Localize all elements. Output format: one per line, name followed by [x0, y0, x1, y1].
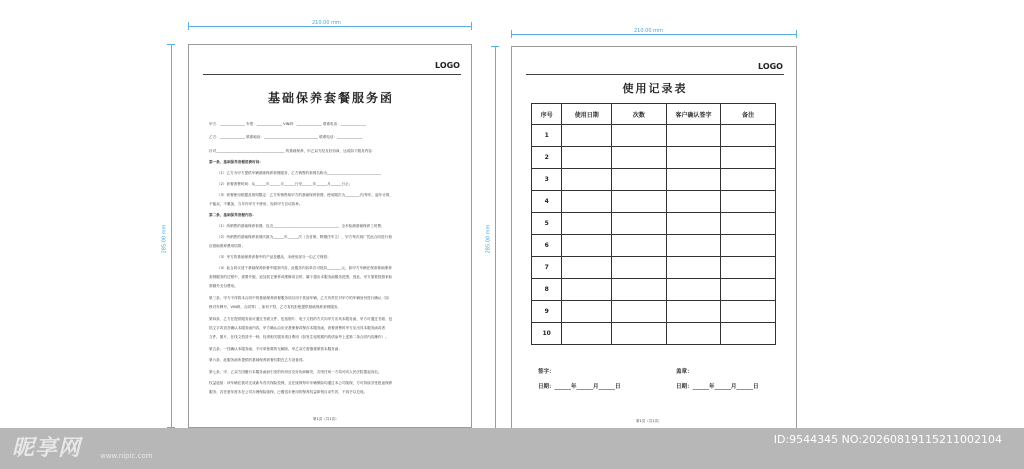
table-cell [612, 147, 667, 169]
table-cell [666, 257, 721, 279]
row-index: 3 [532, 169, 562, 191]
table-cell [562, 147, 612, 169]
table-cell [666, 169, 721, 191]
row-index: 5 [532, 213, 562, 235]
table-cell [562, 301, 612, 323]
table-row [532, 125, 776, 147]
col-header-count: 次数 [612, 104, 667, 125]
col-header-signature: 客户确认签字 [666, 104, 721, 125]
row-index: 6 [532, 235, 562, 257]
row-index: 1 [532, 125, 562, 147]
height-dimension-line-right [495, 46, 496, 430]
letter-line: 乙方：______________ 联系地址：______________________________ 联系电话：______________ [209, 135, 363, 139]
height-dimension-label-right: 285.00 mm [485, 224, 492, 254]
table-cell [562, 125, 612, 147]
table-cell [721, 279, 776, 301]
table-row [532, 169, 776, 191]
row-index: 10 [532, 323, 562, 345]
letter-line: 不能双，不累加，当年内甲方不使用，视同甲方自动放弃。 [209, 202, 303, 206]
letter-line: 核对车牌号，VIN码，合同等），如有不符，乙方有权拒绝提供基础保养套餐服务。 [209, 305, 341, 309]
table-cell [721, 147, 776, 169]
table-cell [666, 279, 721, 301]
table-row [532, 257, 776, 279]
letter-line: 文件，图片，在线文档其中一种，经须相关服务项目费用（如发生返短期内的请参考上述第二条合同内容操作）。 [209, 335, 389, 339]
letter-line: （1）所销售的基础保养套餐，包含____________________________________，全车检测基础保养工时费； [217, 224, 385, 228]
row-index: 2 [532, 147, 562, 169]
table-cell [721, 257, 776, 279]
letter-line: （3）套餐使用根据及规则限定：乙方所销售给甲方的基础保养套餐，使用期次为________次/每年，逾年计算， [217, 193, 393, 197]
letter-line: （4）此合同仅适于基础保养套餐中服务内容，此服务内容单次可抵扣________元，如甲方车辆在保套基础保养 [217, 266, 392, 270]
table-cell [562, 235, 612, 257]
date-line-left: 日期：______年______月______日 [538, 384, 621, 390]
width-dimension-label-left: 210.00 mm [312, 20, 341, 26]
dim-tick [188, 22, 189, 30]
height-dimension-label-left: 285.00 mm [161, 224, 168, 254]
dim-tick [511, 30, 512, 38]
col-header-date: 使用日期 [562, 104, 612, 125]
letter-line: （2）所销售的基础保养套餐次数为______年______次（含首保，附赠任车主），甲方每次到厂凭此合同进行相 [217, 235, 392, 239]
table-row [532, 213, 776, 235]
table-cell [562, 279, 612, 301]
letter-line: 第五条、一经确认本服务函，不可单独要的无解除，甲乙双方需慎重保管本服务函； [209, 347, 342, 351]
letter-line: 括文字或语音确认本服务函内容，甲方确认由应妥基保餐或保存本服务函，套餐消费时甲方应出具本服务函或者 [209, 326, 386, 330]
table-cell [612, 191, 667, 213]
width-dimension-line-right [511, 34, 797, 35]
table-cell [721, 191, 776, 213]
table-cell [666, 235, 721, 257]
signature-label: 签字： [538, 369, 555, 375]
letter-line: （1）乙方为甲方提供车辆基础保养套餐服务，乙方销售的套餐名称为______________________________ [217, 171, 382, 175]
table-cell [612, 323, 667, 345]
service-letter-page [188, 44, 472, 428]
page-title: 使用记录表 [622, 82, 688, 95]
col-header-remark: 备注 [721, 104, 776, 125]
header-rule [526, 74, 784, 75]
watermark-logo: 昵享网 [12, 436, 82, 461]
letter-line: 套餐服务的过程中，需要升级、追加其它保养或维修项目时，属于超出本服务函服务范围，因此，甲方需要按照来标 [209, 275, 393, 279]
width-dimension-line-left [188, 26, 472, 27]
table-cell [612, 279, 667, 301]
table-cell [612, 235, 667, 257]
table-cell [721, 213, 776, 235]
letter-line: 权益延续：该车辆在我司完成新车首次保险投保，且在续保每年车辆保险均通过本公司续保，方可持续享受报途保养 [209, 381, 393, 385]
letter-line: 准额外支付费用。 [209, 284, 238, 288]
letter-line: 第四条、乙方在提供服务前可通过书面文件、包括图片、电子文档的方式向甲方出具本服务函，甲方可通过书面、包 [209, 317, 393, 321]
letter-line: 针对______________________________________ 的基础保养，甲乙双方经友好协商，达成如下服务内容： [209, 149, 376, 153]
dim-tick [167, 44, 175, 45]
table-cell [666, 301, 721, 323]
letter-line: 第三条、甲方不得将本合同中的基础保养套餐服务项目用于其他车辆，乙方有责任对甲方的车辆身份进行确认（如 [209, 296, 389, 300]
table-cell [721, 301, 776, 323]
table-cell [721, 235, 776, 257]
table-cell [666, 147, 721, 169]
row-index: 9 [532, 301, 562, 323]
header-rule [203, 74, 461, 75]
col-header-index: 序号 [532, 104, 562, 125]
table-cell [562, 213, 612, 235]
width-dimension-label-right: 210.00 mm [634, 28, 663, 34]
table-cell [562, 323, 612, 345]
table-cell [666, 191, 721, 213]
watermark-url: www.nipic.com [100, 452, 153, 460]
table-cell [562, 169, 612, 191]
table-cell [721, 169, 776, 191]
dim-tick [796, 30, 797, 38]
letter-line: 第一条、基础保养套餐消费时间： [209, 160, 263, 164]
table-cell [612, 169, 667, 191]
stamp-label: 盖章： [676, 369, 693, 375]
usage-record-table [531, 103, 776, 345]
logo: LOGO [758, 62, 783, 71]
row-index: 4 [532, 191, 562, 213]
height-dimension-line-left [171, 44, 172, 428]
page-number: 第1页（共1页） [313, 417, 339, 421]
page-number: 第1页（共1页） [636, 419, 662, 423]
letter-line: （2）套餐消费时间：从______年______月______日至______年______月______日止； [217, 182, 353, 186]
dim-tick [491, 46, 499, 47]
page-title: 基础保养套餐服务函 [267, 91, 394, 105]
letter-line: 第六条、此服务函所提供的基础保养套餐仅限在乙方设备得。 [209, 358, 307, 362]
table-row [532, 191, 776, 213]
row-index: 7 [532, 257, 562, 279]
letter-line: 甲方：______________ 车型：______________ VIN码：______________ 联系电话：______________ [209, 122, 366, 126]
table-cell [612, 213, 667, 235]
letter-line: 第二条、基础保养套餐内容： [209, 213, 256, 217]
table-cell [562, 257, 612, 279]
table-cell [612, 257, 667, 279]
watermark-id: ID:9544345 NO:20260819115211002104 [773, 433, 1002, 446]
row-index: 8 [532, 279, 562, 301]
table-cell [612, 125, 667, 147]
letter-line: 第七条、甲、乙双方因履行本服务函而引发的纠纷应友好协商解决，否则任何一方均可向人民法院提起诉讼。 [209, 370, 382, 374]
date-line-right: 日期：______年______月______日 [676, 384, 759, 390]
logo: LOGO [435, 61, 460, 70]
table-cell [721, 323, 776, 345]
usage-record-page [511, 46, 797, 430]
table-cell [721, 125, 776, 147]
table-cell [612, 301, 667, 323]
table-row [532, 279, 776, 301]
table-cell [666, 323, 721, 345]
letter-line: 应基础保养费用结算； [209, 244, 245, 248]
table-row [532, 147, 776, 169]
table-row [532, 323, 776, 345]
table-header-row [532, 104, 776, 125]
table-cell [562, 191, 612, 213]
dim-tick [471, 22, 472, 30]
table-row [532, 301, 776, 323]
letter-line: （3）甲方的基础保养套餐中的产品及赠品，未使用部分一由乙方保管； [217, 255, 331, 259]
letter-line: 服务；若任意年度未在公司办理保险续保，已赠送未使用的保养权益即刻自动失效，不再予以兑现。 [209, 390, 368, 394]
table-row [532, 235, 776, 257]
table-cell [666, 125, 721, 147]
table-cell [666, 213, 721, 235]
